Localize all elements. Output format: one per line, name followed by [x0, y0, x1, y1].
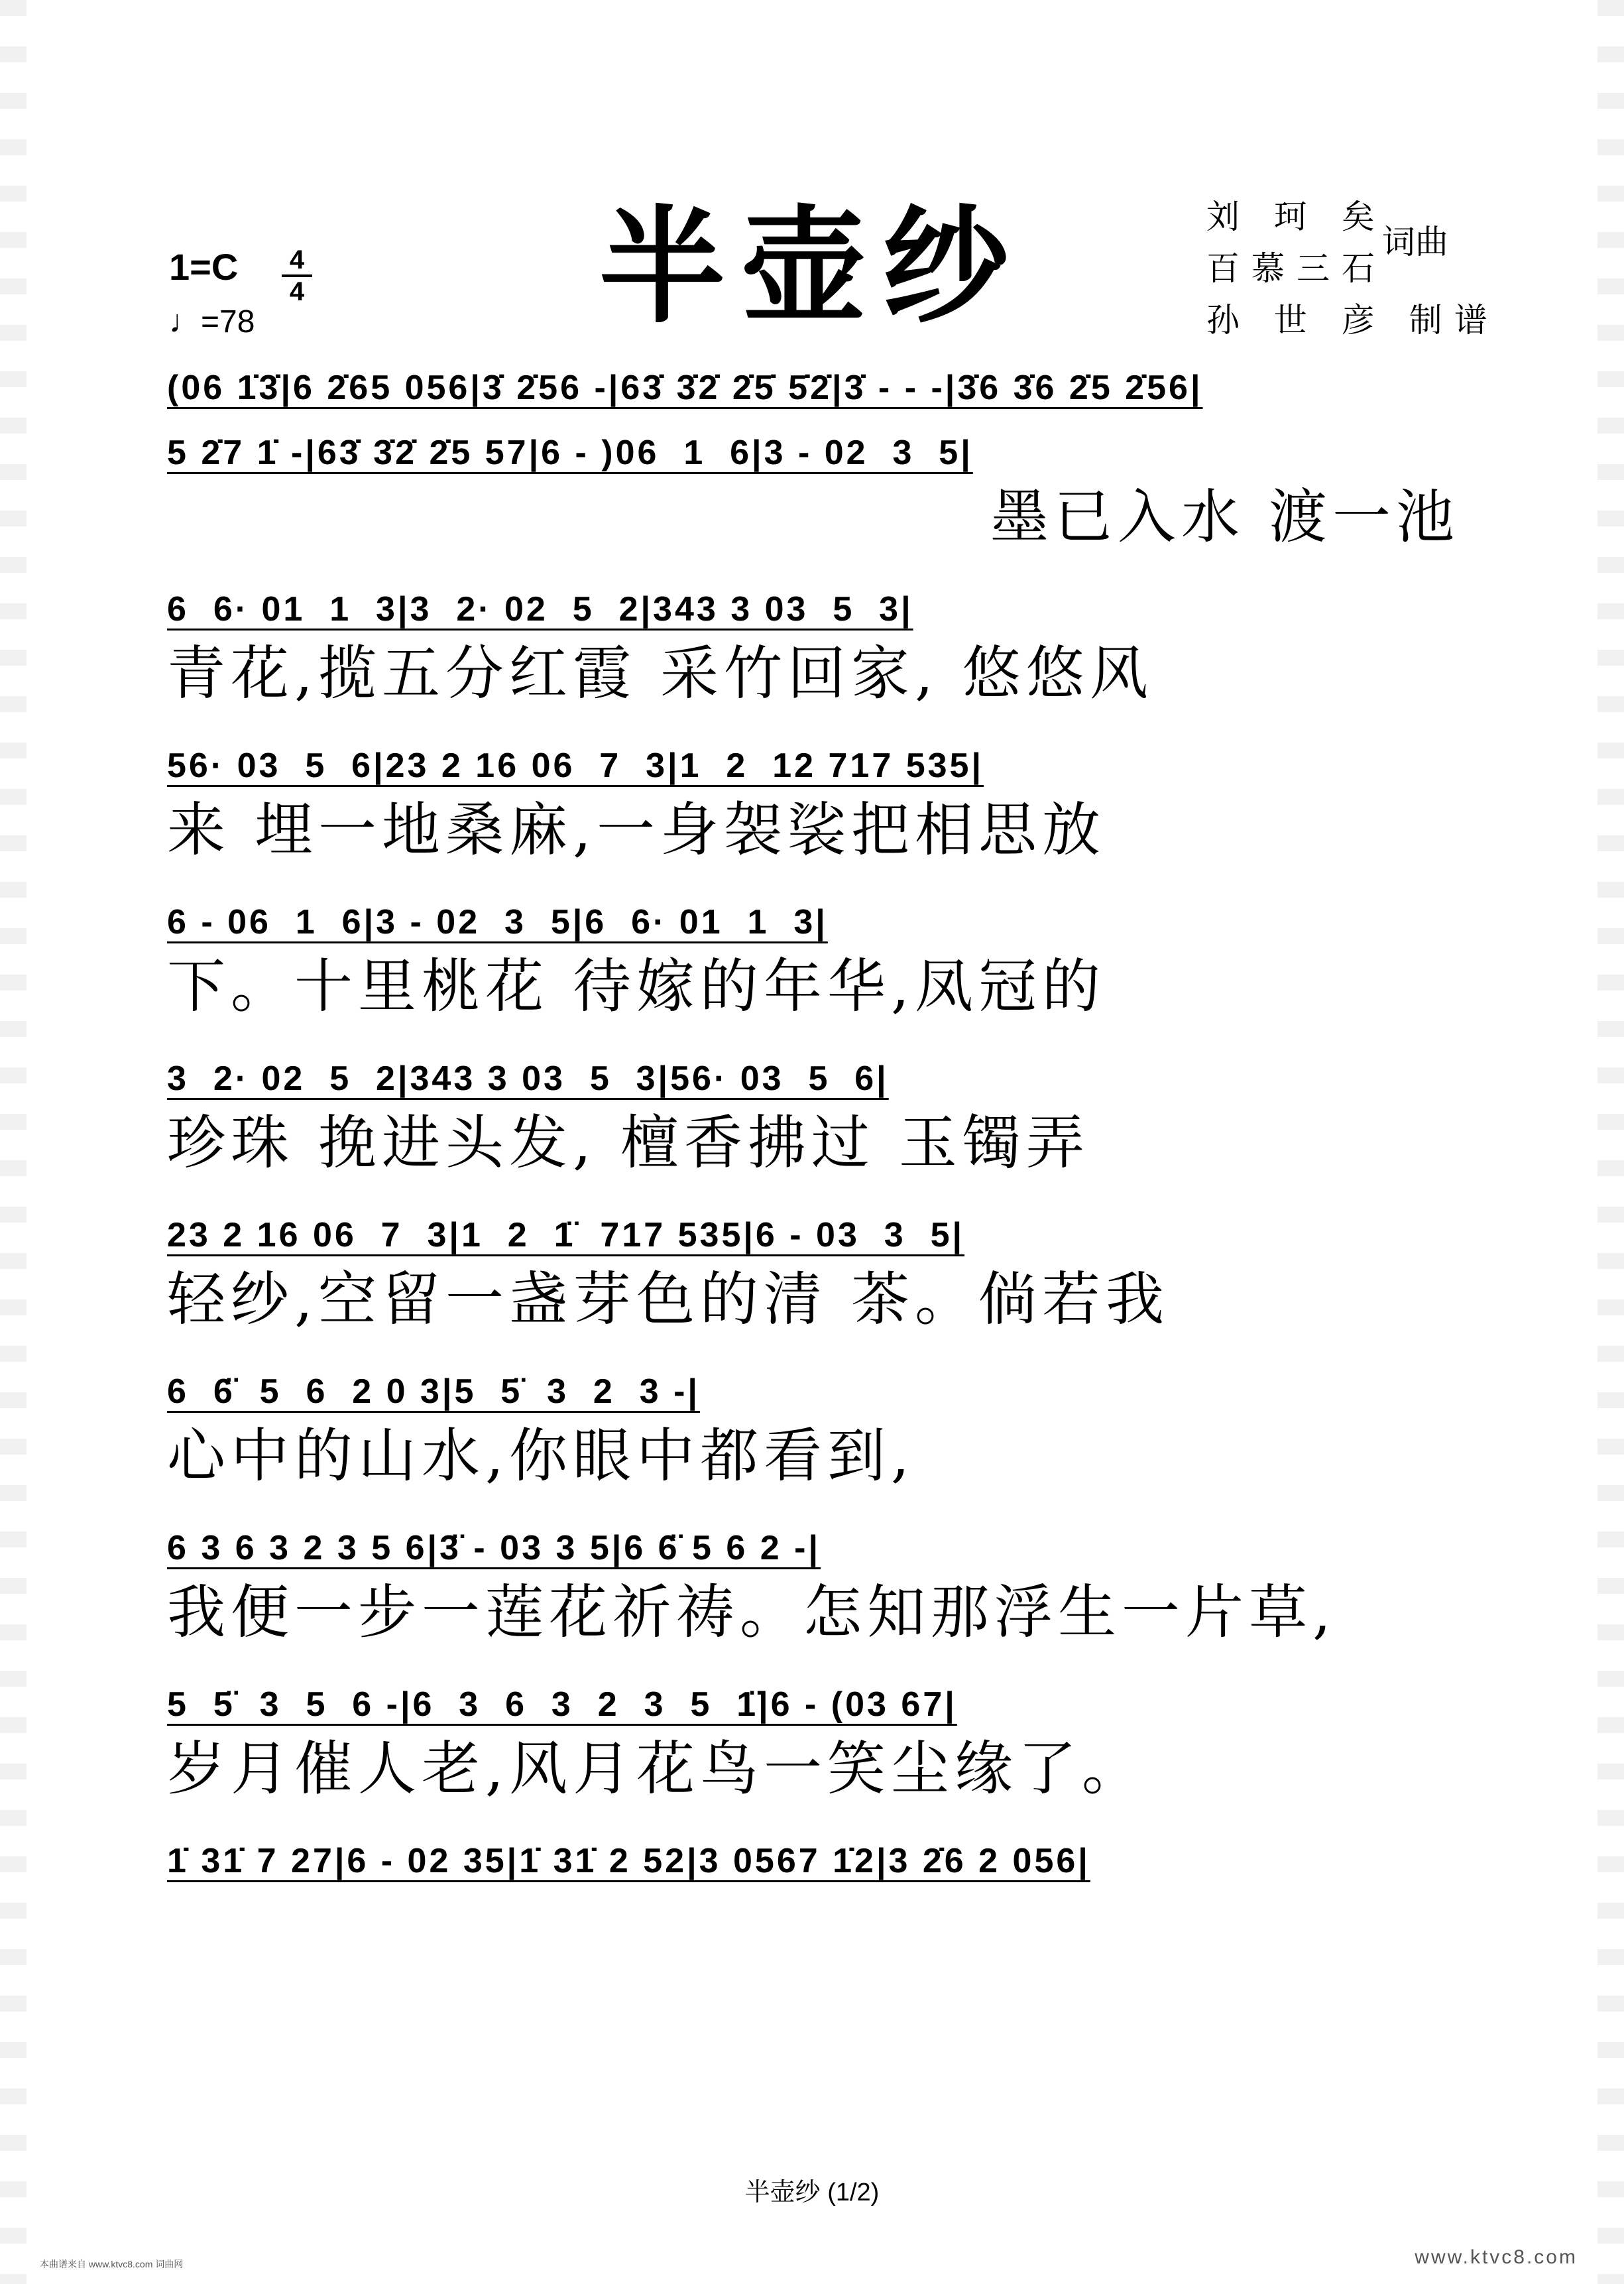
- score-system-10: [167, 1836, 1460, 1886]
- notes-line: 5 2̇7 1̇ -|63̇ 3̇2̇ 2̇5 57|6 - )06 1 6|3 - 02 3 5|: [167, 434, 973, 472]
- credit-name-1: 刘 珂 矣: [1206, 198, 1387, 236]
- score-system-1: [167, 363, 1460, 557]
- score-system-7: [167, 1367, 1460, 1496]
- credit-role-lyrics: 词曲: [1382, 223, 1448, 261]
- lyrics-line: 岁月催人老,风月花鸟一笑尘缘了。: [167, 1734, 1145, 1803]
- lyrics-line: 轻纱,空留一盏芽色的清 茶。倘若我: [167, 1265, 1169, 1333]
- score-system-3: [167, 741, 1460, 870]
- lyrics-line: 墨已入水 渡一池: [990, 483, 1460, 551]
- song-title: 半壶纱: [599, 192, 1025, 340]
- credit-name-2: 百慕三石: [1206, 249, 1387, 288]
- score-system-6: [167, 1211, 1460, 1339]
- lyrics-line: 下。十里桃花 待嫁的年华,凤冠的: [167, 952, 1106, 1020]
- notes-line: 5 5̈ 3 5 6 -|6 3 6 3 2 3 5 1̈|6 - (03 67|: [167, 1685, 957, 1724]
- score-system-8: [167, 1524, 1460, 1652]
- lyrics-line: 我便一步一莲花祈祷。怎知那浮生一片草,: [167, 1578, 1336, 1646]
- page-footer: 半壶纱 (1/2): [744, 2179, 880, 2206]
- score-system-9: [167, 1680, 1460, 1809]
- credits: [1206, 191, 1499, 346]
- lyrics-line: 青花,揽五分红霞 采竹回家, 悠悠风: [167, 639, 1153, 707]
- lyrics-line: 来 埋一地桑麻,一身袈裟把相思放: [167, 796, 1106, 864]
- notes-line: 6 6̈ 5 6 2 0 3|5 5̈ 3 2 3 -|: [167, 1372, 700, 1411]
- credit-role-score: 制谱: [1409, 301, 1499, 339]
- score-system-5: [167, 1054, 1460, 1183]
- time-signature-bottom: 4: [289, 277, 305, 306]
- credit-name-3: [1206, 294, 1499, 346]
- notes-line: (06 1̇3̇|6 2̇65 056|3̇ 2̇56 -|63̇ 3̇2̇ 2̇5̇ 5̇2̇|3̇ - - -|3̇6 3̇6 2̇5 2̇56|: [167, 369, 1203, 407]
- score-system-2: [167, 585, 1460, 713]
- notes-line: 6 - 06 1 6|3 - 02 3 5|6 6· 01 1 3|: [167, 903, 828, 941]
- notes-line: 23 2 16 06 7 3|1 2 1̈ 717 535|6 - 03 3 5|: [167, 1216, 965, 1254]
- score-system-4: [167, 898, 1460, 1026]
- watermark-left: 本曲谱来自 www.ktvc8.com 词曲网: [40, 2259, 184, 2269]
- tempo-marking: ♩=78: [169, 304, 255, 339]
- notes-line: 6 6· 01 1 3|3 2· 02 5 2|343 3 03 5 3|: [167, 590, 913, 629]
- watermark-right: www.ktvc8.com: [1415, 2246, 1578, 2268]
- time-signature: [282, 247, 312, 305]
- notes-line: 1̇ 31̇ 7 27|6 - 02 35|1̇ 31̇ 2 52|3 0567 1̇2|3 2̇6 2 056|: [167, 1842, 1090, 1880]
- time-signature-top: 4: [289, 245, 305, 274]
- notes-line: 6 3 6 3 2 3 5 6|3̈ - 03 3 5|6 6̈ 5 6 2 -|: [167, 1529, 821, 1567]
- key-signature: 1=C: [169, 246, 239, 288]
- notes-line: 56· 03 5 6|23 2 16 06 7 3|1 2 12 717 535|: [167, 747, 984, 785]
- lyrics-line: 心中的山水,你眼中都看到,: [167, 1421, 915, 1490]
- score: [167, 363, 1460, 1913]
- notes-line: 3 2· 02 5 2|343 3 03 5 3|56· 03 5 6|: [167, 1059, 889, 1098]
- lyrics-line: 珍珠 挽进头发, 檀香拂过 玉镯弄: [167, 1109, 1090, 1177]
- credit-name-3-text: 孙 世 彦: [1206, 301, 1387, 339]
